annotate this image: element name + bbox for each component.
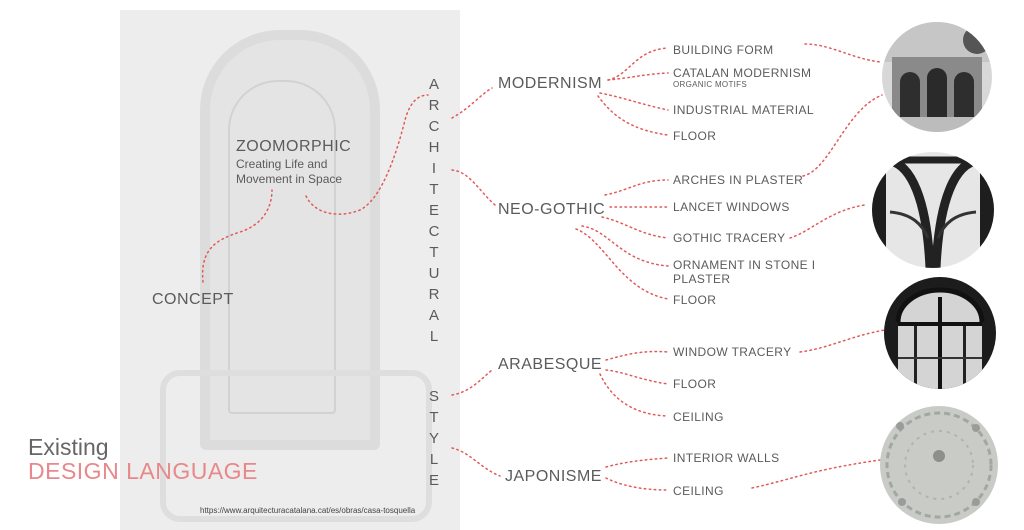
letter: A — [428, 307, 439, 324]
neogothic-item: LANCET WINDOWS — [673, 200, 790, 214]
letter: T — [429, 244, 439, 261]
architectural-vertical-text — [424, 74, 444, 347]
title-line1: Existing — [28, 434, 109, 460]
tracery-photo-graphic — [872, 152, 994, 268]
window-tracery-photo — [884, 277, 996, 389]
letter: R — [428, 286, 440, 303]
arabesque-label: ARABESQUE — [498, 356, 603, 373]
japonisme-item: CEILING — [673, 484, 724, 498]
zoomorphic-desc-line1: Creating Life and — [236, 157, 328, 171]
neogothic-item: ORNAMENT IN STONE I — [673, 258, 816, 272]
modernism-item: FLOOR — [673, 129, 717, 143]
concept-label: CONCEPT — [152, 291, 234, 308]
letter: Y — [428, 430, 439, 447]
letter: L — [429, 328, 439, 345]
neogothic-item: ARCHES IN PLASTER — [673, 173, 804, 187]
letter: S — [428, 388, 439, 405]
modernism-item: CATALAN MODERNISM — [673, 66, 812, 80]
letter: I — [431, 160, 437, 177]
building-form-photo — [882, 22, 992, 132]
letter: C — [428, 223, 440, 240]
style-vertical-text — [424, 386, 444, 491]
modernism-label: MODERNISM — [498, 75, 603, 92]
letter: T — [429, 181, 439, 198]
letter: E — [428, 472, 439, 489]
arabesque-item: WINDOW TRACERY — [673, 345, 792, 359]
modernism-item-sub: ORGANIC MOTIFS — [673, 80, 747, 89]
modernism-item: BUILDING FORM — [673, 43, 774, 57]
ceiling-photo-graphic — [880, 406, 998, 524]
zoomorphic-desc-line2: Movement in Space — [236, 172, 343, 186]
letter: R — [428, 97, 440, 114]
arabesque-item: CEILING — [673, 410, 724, 424]
letter: H — [428, 139, 440, 156]
ceiling-photo — [880, 406, 998, 524]
letter: E — [428, 202, 439, 219]
gothic-tracery-photo — [872, 152, 994, 268]
letter: L — [429, 451, 439, 468]
zoomorphic-label: ZOOMORPHIC — [236, 138, 352, 155]
title-line2: DESIGN LANGUAGE — [28, 458, 258, 484]
letter: C — [428, 118, 440, 135]
japonisme-label: JAPONISME — [505, 468, 602, 485]
letter: U — [428, 265, 440, 282]
neogothic-item-line2: PLASTER — [673, 272, 731, 286]
window-photo-graphic — [884, 277, 996, 389]
modernism-item: INDUSTRIAL MATERIAL — [673, 103, 814, 117]
source-url: https://www.arquitecturacatalana.cat/es/obras/casa-tosquella — [200, 506, 416, 515]
arabesque-item: FLOOR — [673, 377, 717, 391]
neogothic-label: NEO-GOTHIC — [498, 201, 606, 218]
building-photo-graphic — [882, 22, 992, 132]
letter: A — [428, 76, 439, 93]
neogothic-item: GOTHIC TRACERY — [673, 231, 786, 245]
japonisme-item: INTERIOR WALLS — [673, 451, 780, 465]
letter: T — [429, 409, 439, 426]
neogothic-item: FLOOR — [673, 293, 717, 307]
